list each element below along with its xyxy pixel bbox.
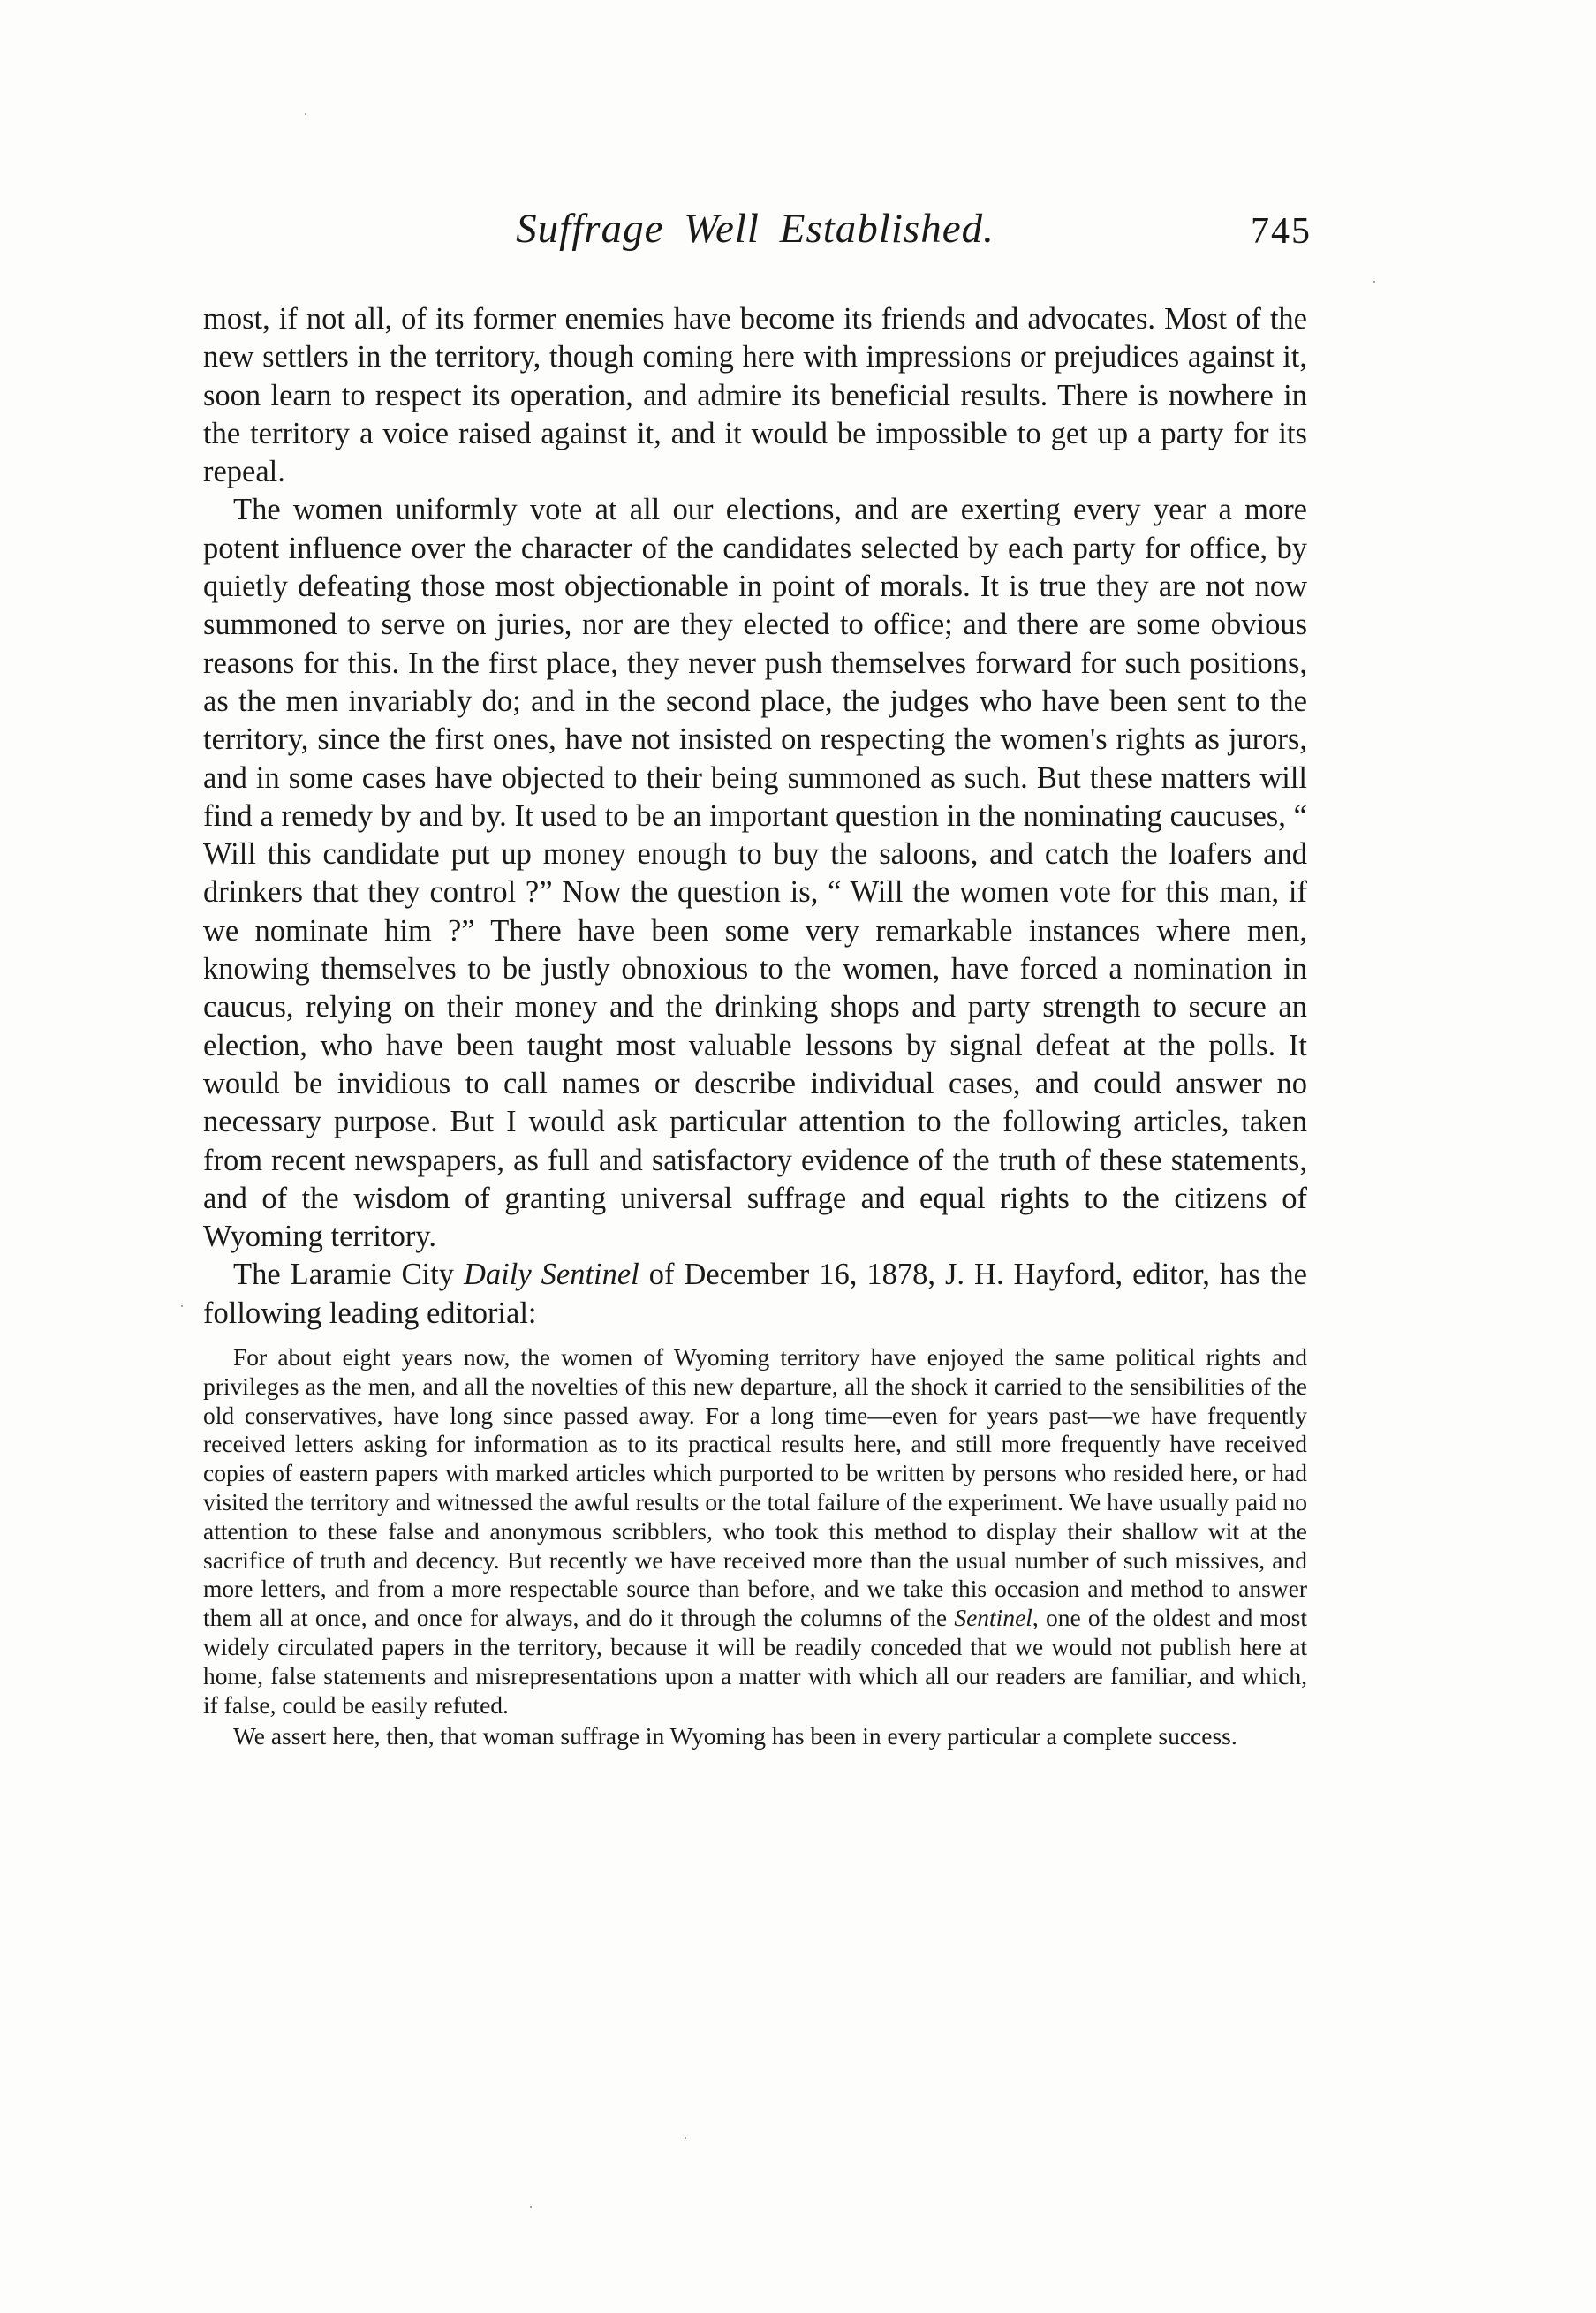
paragraph-sentinel-intro [203,1256,1307,1333]
intro-text-before: The Laramie City [233,1258,464,1292]
page-number: 745 [1251,211,1312,252]
paragraph-continuation: most, if not all, of its former enemies have become its friends and advocates. Most of the new settlers in the territory, though coming here with impressions or prejudices against it, soon learn to respect its operation, and admire its beneficial results. There is nowhere in the territory a voice raised against it, and it would be impossible to get up a party for its repeal. [203,302,1307,489]
intro-text-after: of December 16, 1878, J. H. Hayford, editor, has the following leading editorial: [203,1258,1307,1330]
extract-paragraph-2: We assert here, then, that woman suffrage in Wyoming has been in every particular a complete success. [233,1722,1237,1750]
newspaper-name: Daily Sentinel [463,1258,639,1292]
body-text [203,300,1307,1751]
paragraph-women-vote: The women uniformly vote at all our elections, and are exerting every year a more potent influence over the character of the candidates selected by each party for office, by quietly defeating those most objectionable in point of morals. It is true they are not now summoned to serve on juries, nor are they elected to office; and there are some obvious reasons for this. In the first place, they never push themselves forward for such positions, as the men invariably do; and in the second place, the judges who have been sent to the territory, since the first ones, have not insisted on respecting the women's rights as jurors, and in some cases have objected to their being summoned as such. But these matters will find a remedy by and by. It used to be an important question in the nominating caucuses, “ Will this candidate put up money enough to buy the saloons, and catch the loafers and drinkers that they control ?” Now the question is, “ Will the women vote for this man, if we nominate him ?” There have been some very remarkable instances where men, knowing themselves to be justly obnoxious to the women, have forced a nomination in caucus, relying on their money and the drinking shops and party strength to secure an election, who have been taught most valuable lessons by signal defeat at the polls. It would be invidious to call names or describe individual cases, and could answer no necessary purpose. But I would ask particular attention to the following articles, taken from recent newspapers, as full and satisfactory evidence of the truth of these statements, and of the wisdom of granting universal suffrage and equal rights to the citizens of Wyoming territory. [203,493,1307,1254]
paper-speck [685,2137,686,2139]
extract-newspaper-name: Sentinel [954,1604,1032,1632]
extract-text-before: For about eight years now, the women of Wyoming territory have enjoyed the same political rights and privileges as the men, and all the novelties of this new departure, all the shock it carried to the sensibilities of the old conservatives, have long since passed away. For a long time—even for years past—we have frequently received letters asking for information as to its practical results here, and still more frequently have received copies of eastern papers with marked articles which purported to be written by persons who resided here, or had visited the territory and witnessed the awful results or the total failure of the experiment. We have usually paid no attention to these false and anonymous scribblers, who took this method to display their shallow wit at the sacrifice of truth and decency. But recently we have received more than the usual number of such missives, and more letters, and from a more respectable source than before, and we take this occasion and method to answer them all at once, and once for always, and do it through the columns of the [203,1343,1307,1632]
extract-paragraph-1 [203,1343,1307,1720]
paper-speck [305,113,306,115]
paper-speck [1373,281,1375,283]
editorial-extract [203,1343,1307,1751]
extract-text-after: , one of the oldest and most widely circulated papers in the territory, because it will be readily conceded that we would not publish here at home, false statements and misrepresentations upon a matter with which all our readers are familiar, and which, if false, could be easily refuted. [203,1604,1307,1719]
paper-speck [181,1305,183,1307]
running-title: Suffrage Well Established. [516,206,995,252]
running-head [203,205,1312,276]
paper-speck [530,2206,532,2208]
